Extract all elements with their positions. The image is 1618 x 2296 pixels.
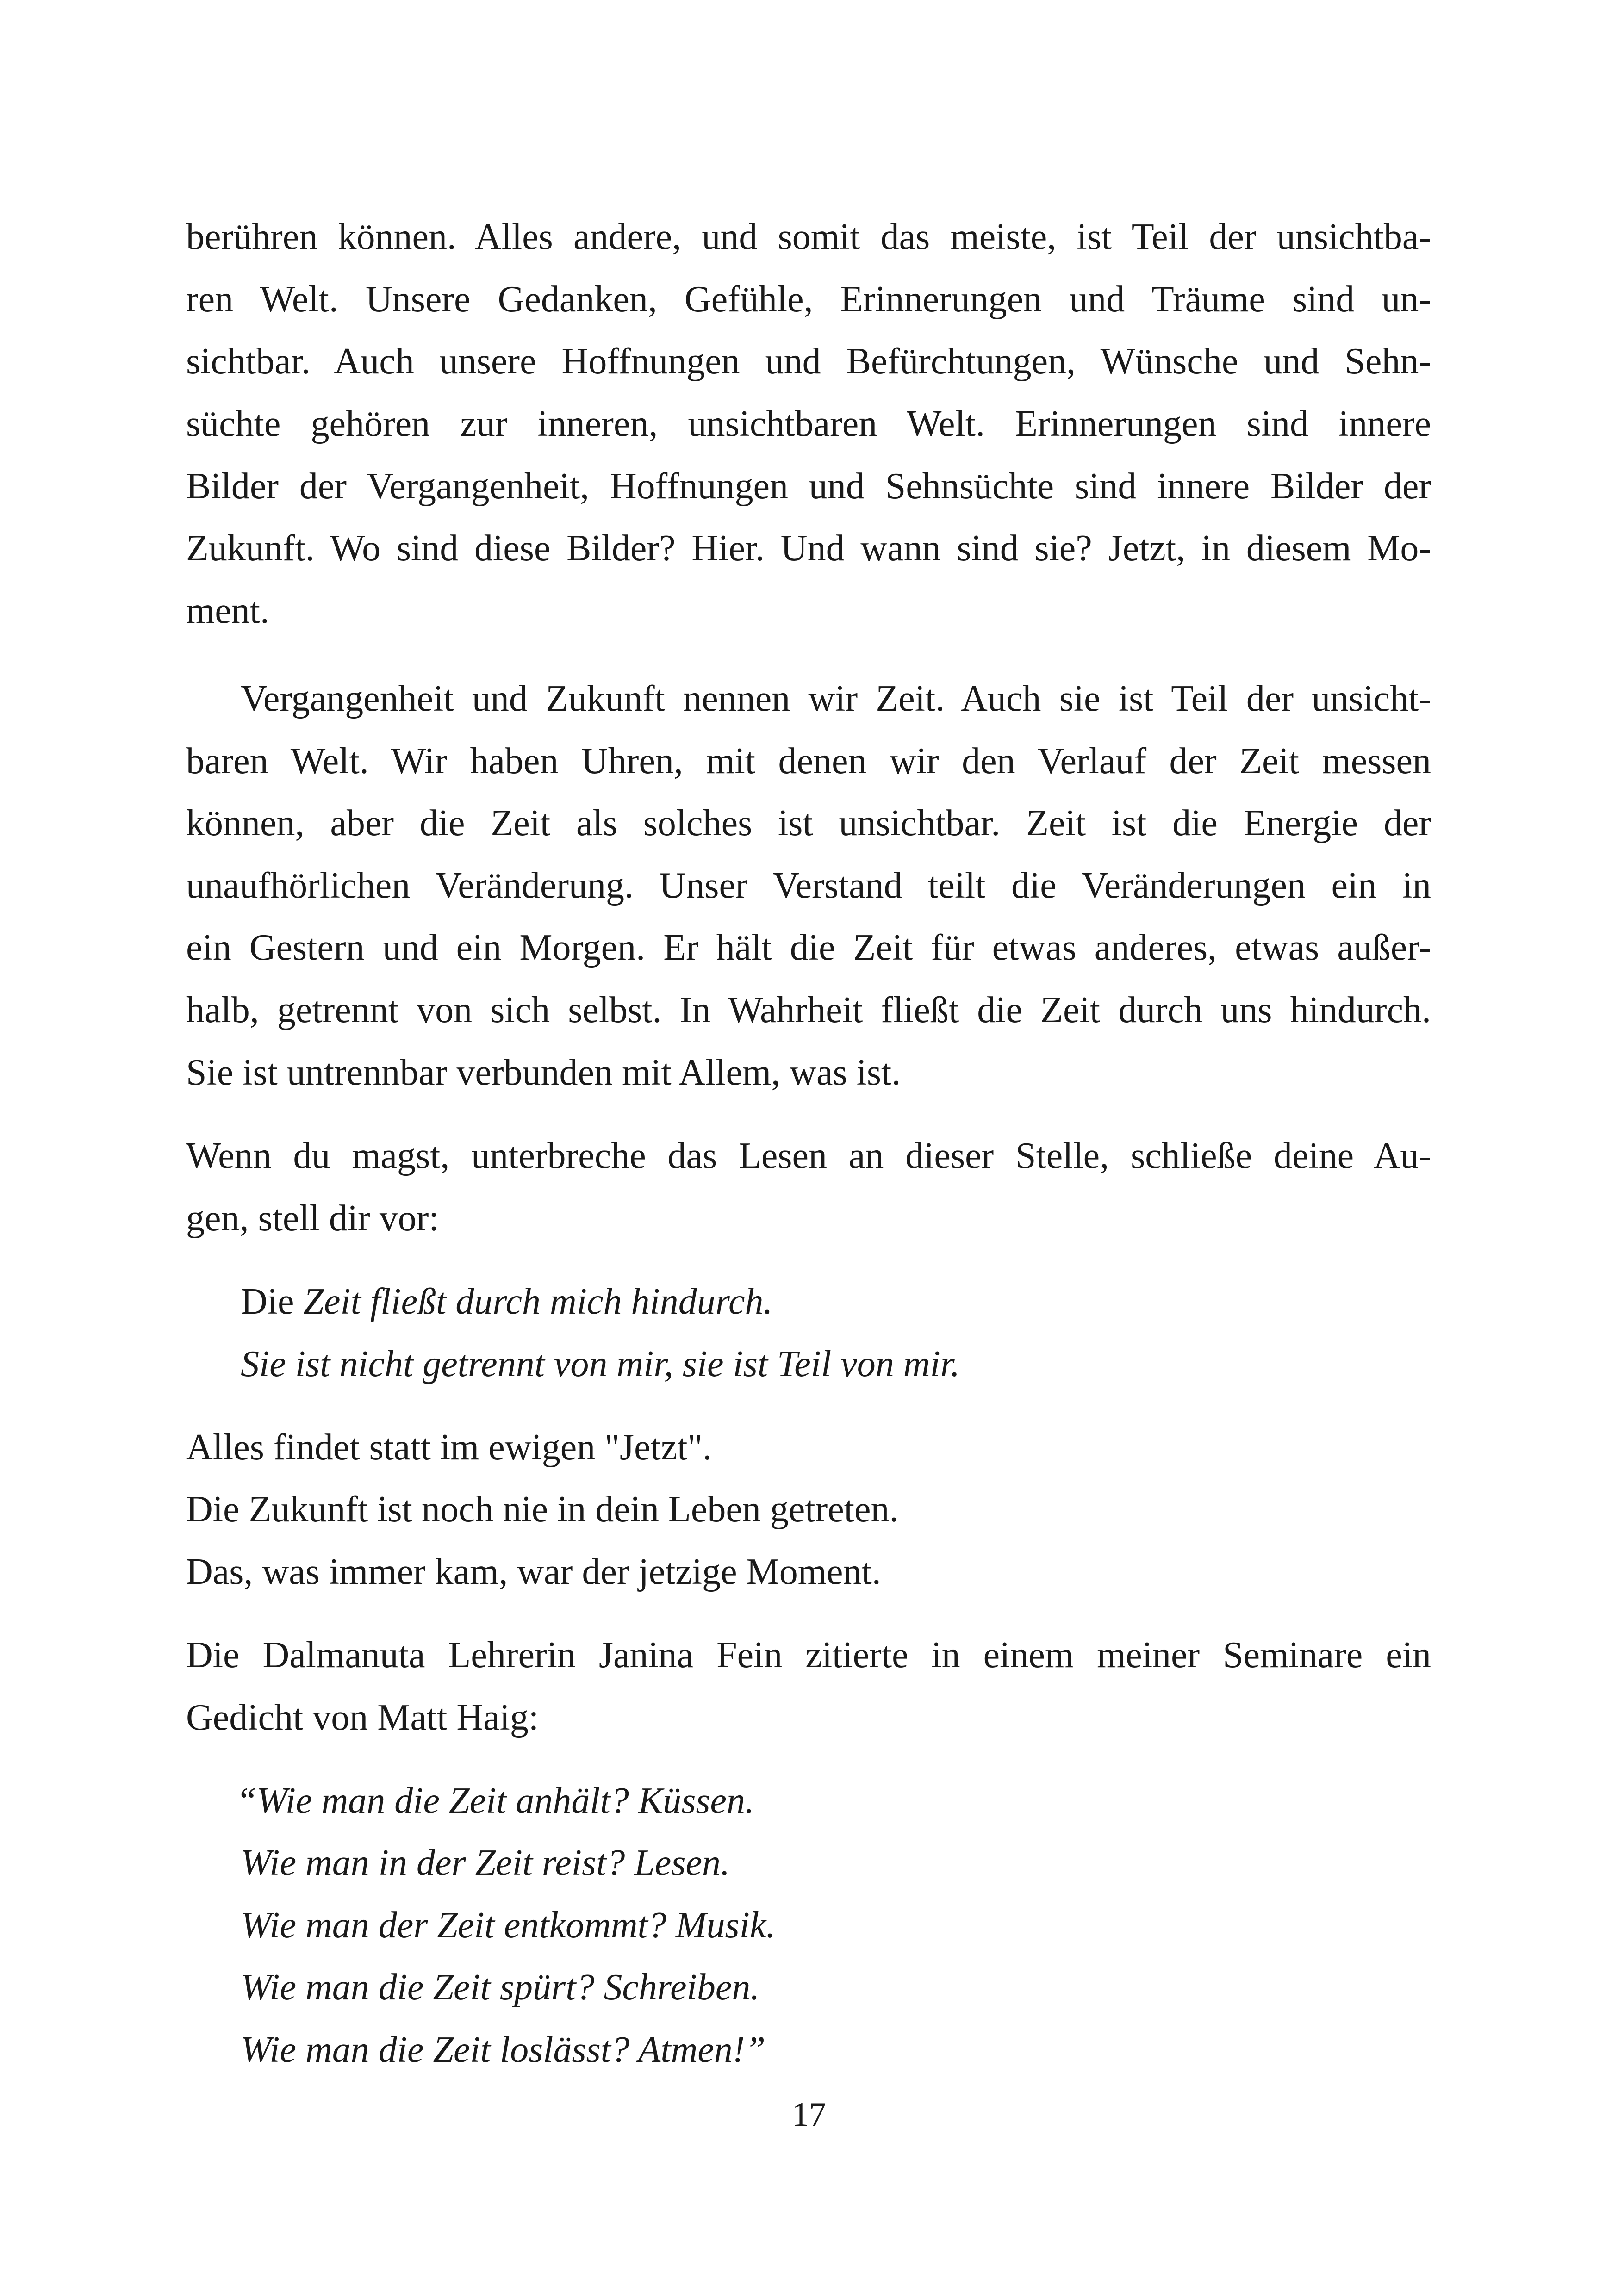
paragraph-2-line: Vergangenheit und Zukunft nennen wir Zeit. Auch sie ist Teil der unsicht- <box>241 678 1431 719</box>
poem-line: Wie man die Zeit spürt? Schreiben. <box>241 1967 760 2008</box>
paragraph-2-line: baren Welt. Wir haben Uhren, mit denen wir den Verlauf der Zeit messen <box>186 741 1431 782</box>
paragraph-3-line: Wenn du magst, unterbreche das Lesen an dieser Stelle, schließe deine Au- <box>186 1136 1431 1176</box>
statement-line: Die Zukunft ist noch nie in dein Leben getreten. <box>186 1489 899 1530</box>
paragraph-2-line: Sie ist untrennbar verbunden mit Allem, was ist. <box>186 1052 901 1093</box>
poem-line: Wie man die Zeit loslässt? Atmen!” <box>241 2029 766 2070</box>
paragraph-1-line: berühren können. Alles andere, und somit das meiste, ist Teil der unsichtba- <box>186 217 1431 257</box>
poem-line: Wie man der Zeit entkommt? Musik. <box>241 1905 776 1946</box>
poem-line: Wie man in der Zeit reist? Lesen. <box>241 1843 730 1883</box>
paragraph-2-line: halb, getrennt von sich selbst. In Wahrheit fließt die Zeit durch uns hindurch. <box>186 990 1431 1030</box>
meditation-prefix: Die <box>241 1281 304 1322</box>
paragraph-2-line: können, aber die Zeit als solches ist unsichtbar. Zeit ist die Energie der <box>186 803 1431 844</box>
paragraph-1-line: sichtbar. Auch unsere Hoffnungen und Befürchtungen, Wünsche und Sehn- <box>186 341 1431 382</box>
page-number: 17 <box>792 2096 826 2134</box>
statement-line: Alles findet statt im ewigen "Jetzt". <box>186 1427 712 1468</box>
meditation-line-2: Sie ist nicht getrennt von mir, sie ist Teil von mir. <box>241 1344 960 1384</box>
meditation-italic-text: Zeit fließt durch mich hindurch. <box>303 1281 773 1322</box>
paragraph-2-line: ein Gestern und ein Morgen. Er hält die Zeit für etwas anderes, etwas außer- <box>186 927 1431 968</box>
paragraph-1-line: ren Welt. Unsere Gedanken, Gefühle, Erinnerungen und Träume sind un- <box>186 279 1431 320</box>
poem-line: “Wie man die Zeit anhält? Küssen. <box>236 1781 754 1821</box>
meditation-line-1 <box>241 1278 1431 1325</box>
statement-line: Das, was immer kam, war der jetzige Moment. <box>186 1551 881 1592</box>
paragraph-4-line: Die Dalmanuta Lehrerin Janina Fein zitierte in einem meiner Seminare ein <box>186 1635 1431 1675</box>
paragraph-1-line: süchte gehören zur inneren, unsichtbaren Welt. Erinnerungen sind innere <box>186 403 1431 444</box>
paragraph-2-line: unaufhörlichen Veränderung. Unser Verstand teilt die Veränderungen ein in <box>186 865 1431 906</box>
paragraph-4-line: Gedicht von Matt Haig: <box>186 1697 539 1738</box>
paragraph-1-line: ment. <box>186 590 269 631</box>
paragraph-1-line: Bilder der Vergangenheit, Hoffnungen und Sehnsüchte sind innere Bilder der <box>186 466 1431 507</box>
paragraph-3-line: gen, stell dir vor: <box>186 1198 439 1239</box>
paragraph-1-line: Zukunft. Wo sind diese Bilder? Hier. Und wann sind sie? Jetzt, in diesem Mo- <box>186 528 1431 569</box>
